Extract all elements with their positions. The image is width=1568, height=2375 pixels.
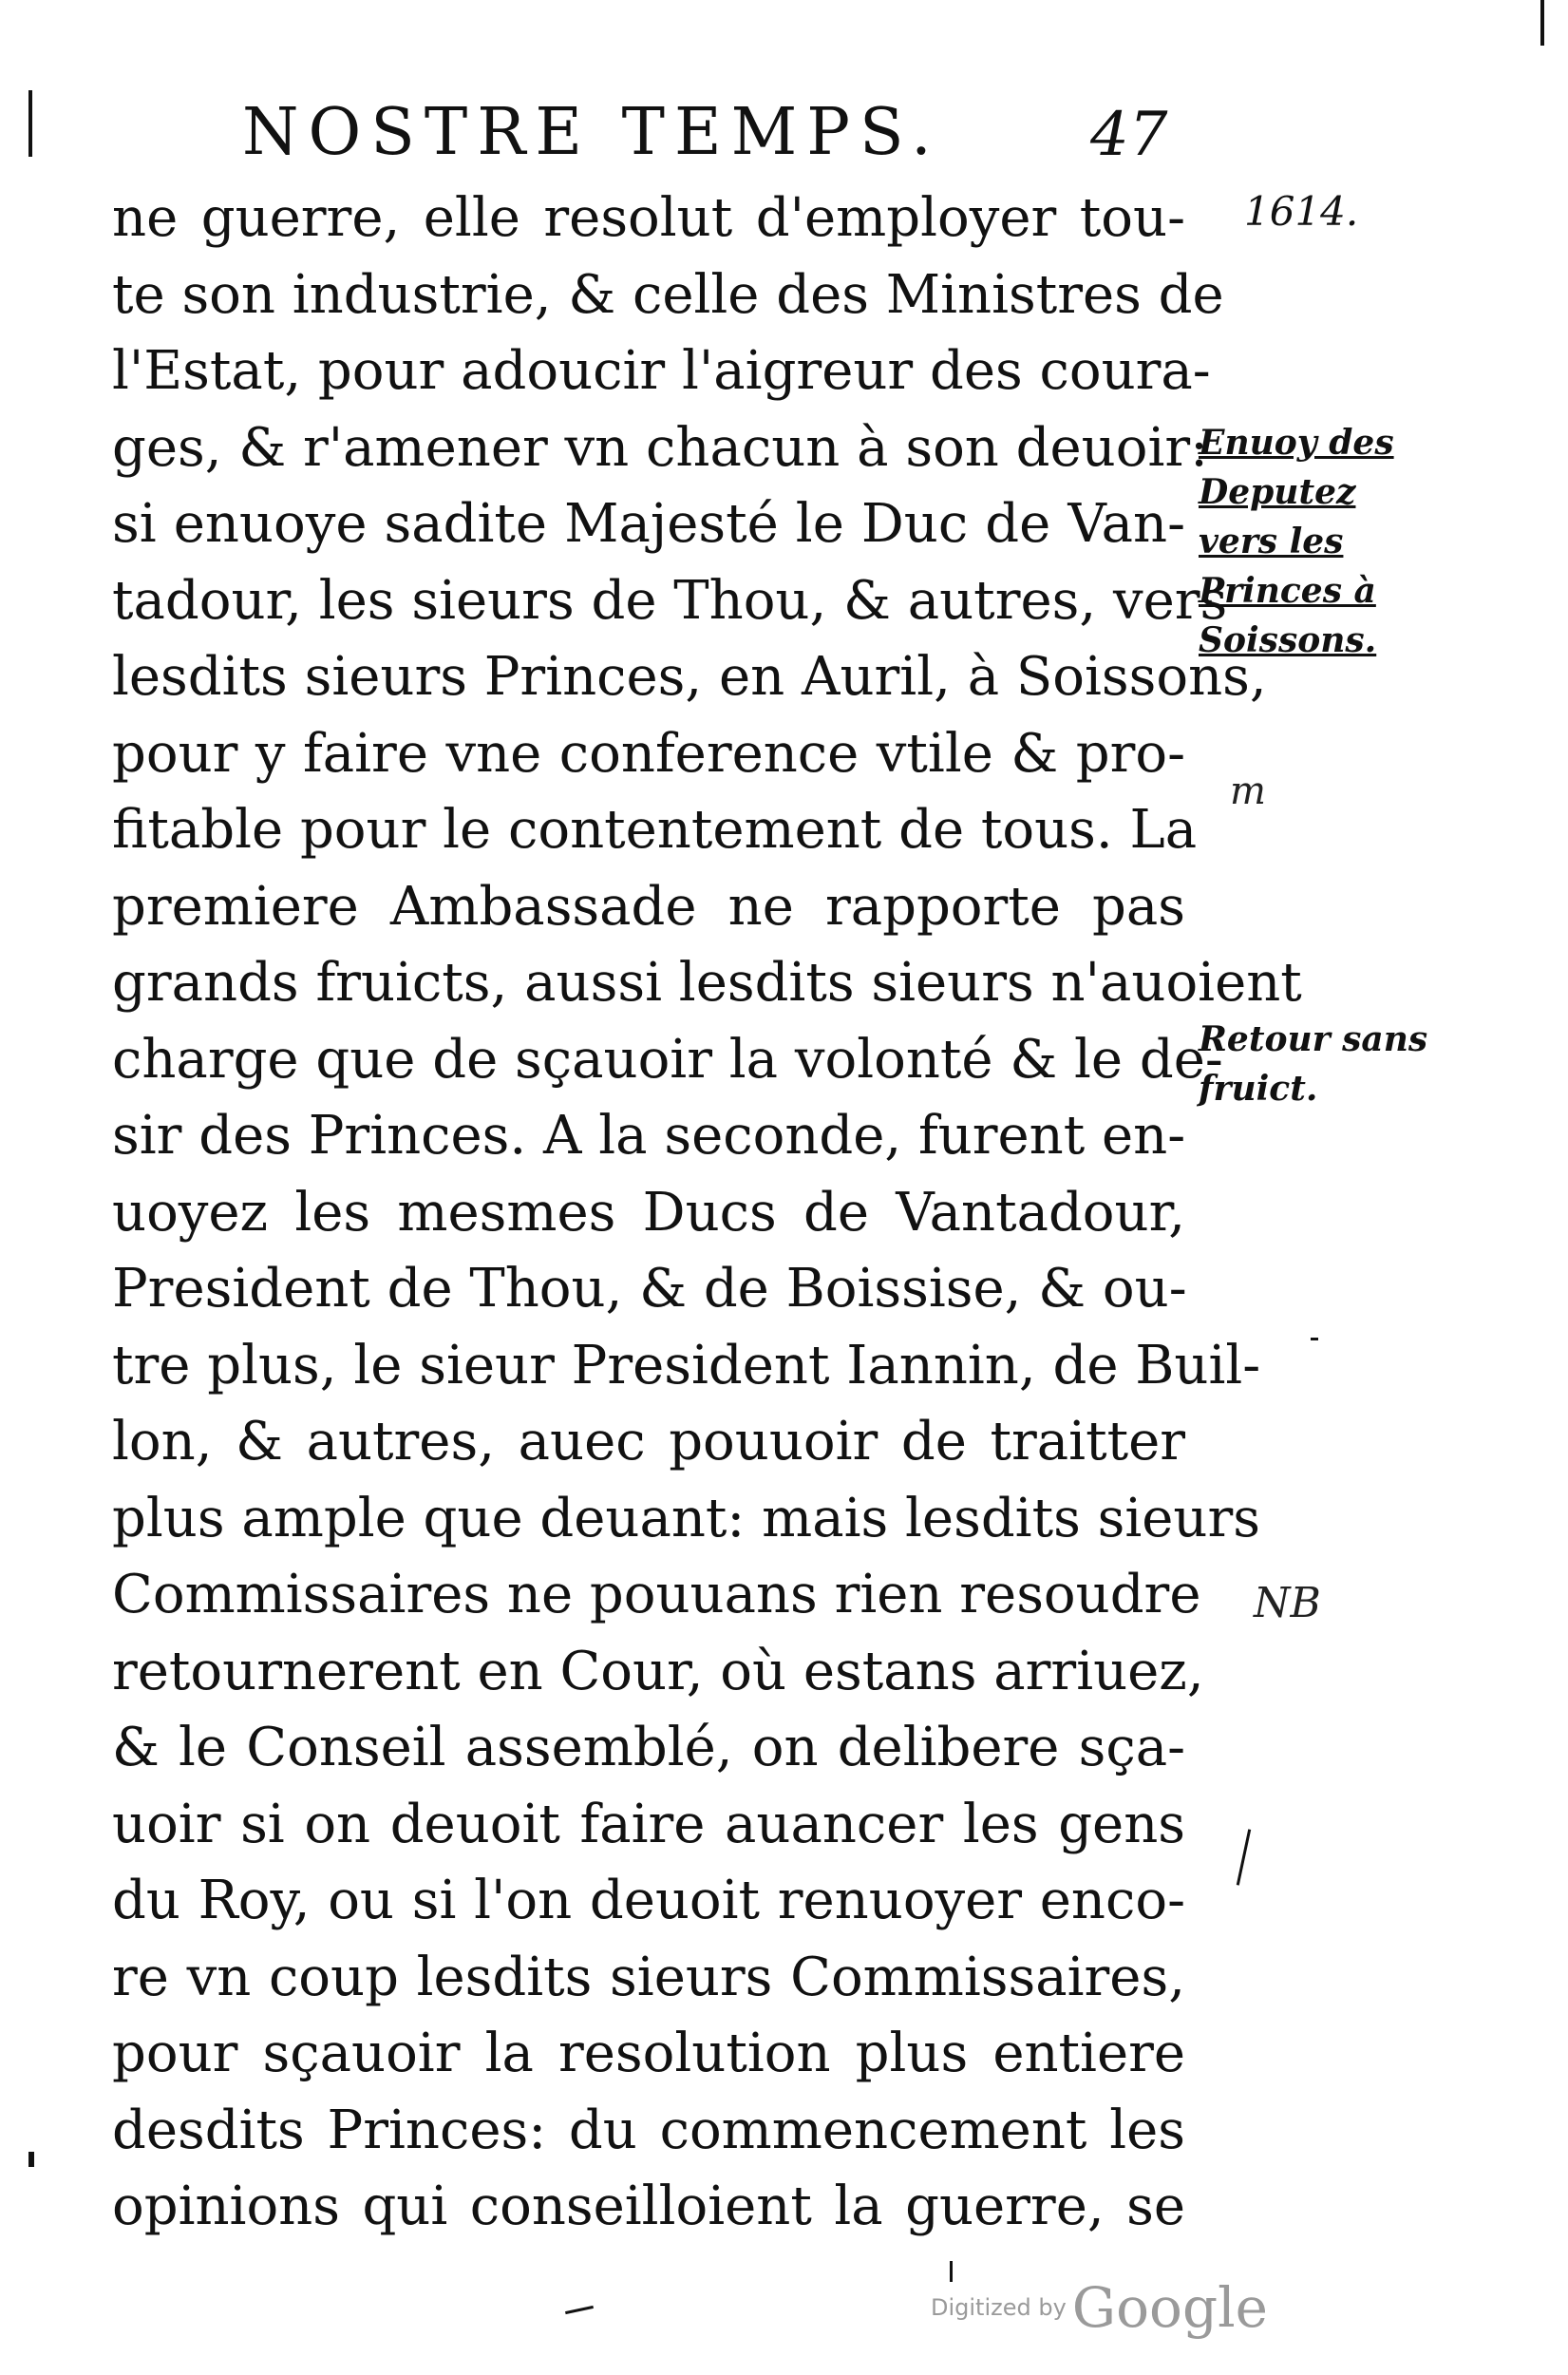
text-line: lesdits sieurs Princes, en Auril, à Soissons,	[112, 646, 1267, 708]
ink-mark	[28, 90, 32, 157]
digitized-by-label: Digitized by	[931, 2294, 1067, 2321]
text-line: lon, & autres, auec pouuoir de traitter	[112, 1411, 1185, 1472]
handwritten-nb-mark: NB	[1254, 1579, 1321, 1627]
text-line: uoyez les mesmes Ducs de Vantadour,	[112, 1181, 1185, 1244]
text-line: & le Conseil assemblé, on delibere sça-	[112, 1717, 1185, 1778]
ink-mark	[1311, 1338, 1318, 1340]
text-line: opinions qui conseilloient la guerre, se	[112, 2176, 1185, 2237]
text-line: pour y faire vne conference vtile & pro-	[112, 722, 1185, 785]
text-line: President de Thou, & de Boissise, & ou-	[112, 1258, 1187, 1320]
ink-mark	[28, 2152, 34, 2167]
text-line: fitable pour le contentement de tous. La	[112, 799, 1198, 861]
text-line: premiere Ambassade ne rapporte pas	[112, 875, 1185, 938]
text-line: charge que de sçauoir la volonté & le de-	[112, 1028, 1223, 1091]
margin-note-line: fruict.	[1199, 1069, 1318, 1109]
text-line: du Roy, ou si l'on deuoit renuoyer enco-	[112, 1870, 1185, 1931]
text-line: ne guerre, elle resolut d'employer tou-	[112, 187, 1185, 249]
text-line: pour sçauoir la resolution plus entiere	[112, 2023, 1185, 2084]
text-line: tre plus, le sieur President Iannin, de Buil-	[112, 1334, 1261, 1396]
text-line: desdits Princes: du commencement les	[112, 2099, 1185, 2161]
margin-note-line: Enuoy des	[1199, 423, 1394, 463]
running-head: NOSTRE TEMPS.	[242, 95, 941, 170]
digitized-by-google-watermark	[931, 2275, 1268, 2340]
text-line: ges, & r'amener vn chacun à son deuoir:	[112, 416, 1208, 479]
margin-note-line: Soissons.	[1199, 620, 1377, 660]
handwritten-mark: m	[1230, 770, 1266, 813]
ink-mark	[565, 2306, 594, 2314]
text-line: plus ample que deuant: mais lesdits sieurs	[112, 1487, 1260, 1549]
text-line: grands fruicts, aussi lesdits sieurs n'auoient	[112, 952, 1302, 1014]
margin-note-line: vers les	[1199, 522, 1344, 561]
text-line: tadour, les sieurs de Thou, & autres, vers	[112, 569, 1228, 632]
text-line: sir des Princes. A la seconde, furent en-	[112, 1105, 1186, 1167]
ink-mark	[1237, 1829, 1251, 1885]
margin-note-line: Retour sans	[1199, 1019, 1428, 1059]
page-number: 47	[1090, 100, 1168, 170]
text-line: re vn coup lesdits sieurs Commissaires,	[112, 1946, 1185, 2008]
google-logo-text: Google	[1071, 2275, 1268, 2340]
margin-note-retour	[1199, 1015, 1427, 1113]
text-line: uoir si on deuoit faire auancer les gens	[112, 1793, 1185, 1855]
margin-note-line: Princes à	[1199, 571, 1376, 611]
margin-note-envoy	[1199, 418, 1394, 665]
text-line: Commissaires ne pouuans rien resoudre	[112, 1564, 1201, 1625]
ink-mark	[1540, 0, 1544, 46]
text-line: l'Estat, pour adoucir l'aigreur des coura-	[112, 340, 1211, 402]
text-line: te son industrie, & celle des Ministres de	[112, 263, 1224, 326]
text-line: retournerent en Cour, où estans arriuez,	[112, 1640, 1204, 1702]
margin-year: 1614.	[1244, 188, 1359, 235]
text-line: si enuoye sadite Majesté le Duc de Van-	[112, 493, 1185, 555]
margin-note-line: Deputez	[1199, 472, 1356, 512]
